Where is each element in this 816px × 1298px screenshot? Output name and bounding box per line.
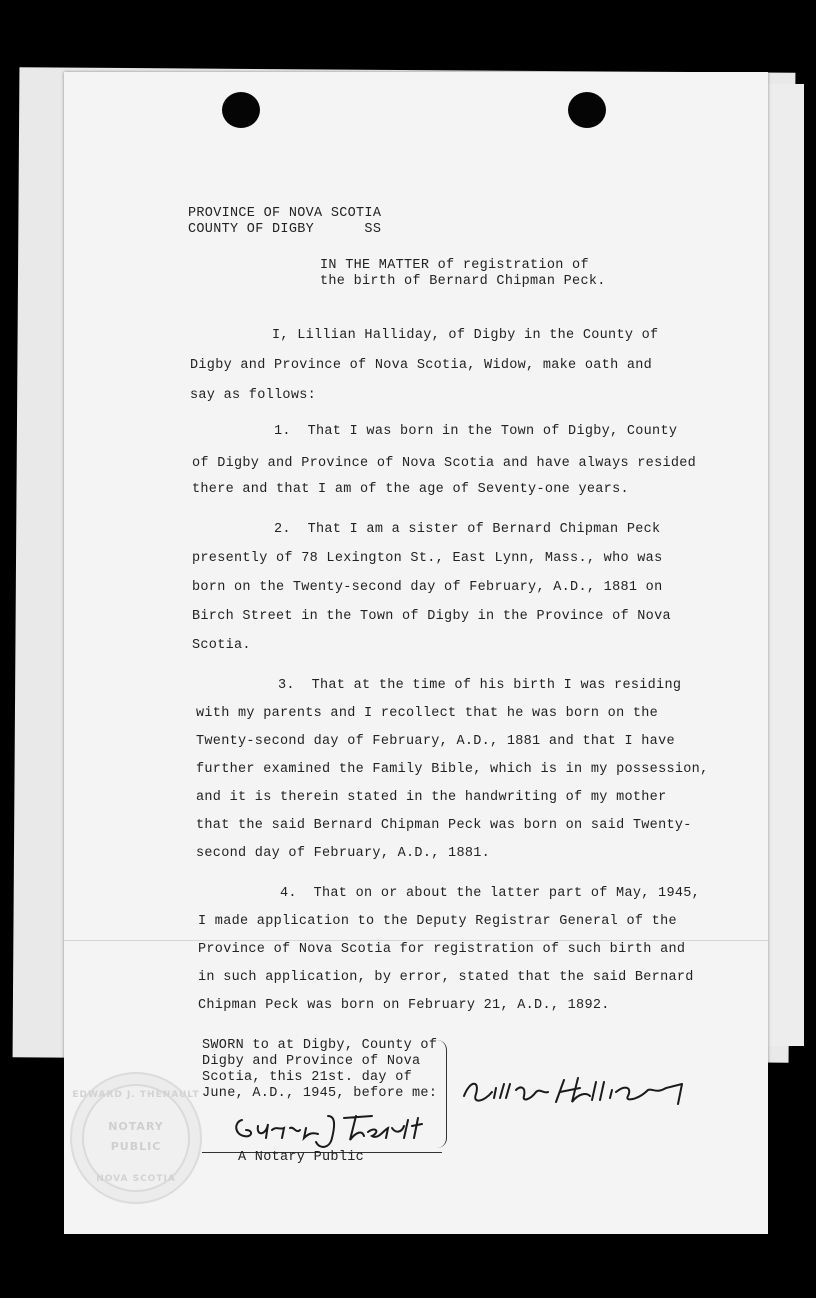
para2-line: born on the Twenty-second day of February, A.D., 1881 on xyxy=(192,580,663,595)
heading-county: COUNTY OF DIGBY SS xyxy=(188,222,382,237)
para4-line: Chipman Peck was born on February 21, A.D., 1892. xyxy=(198,998,610,1013)
seal-ring-text: NOVA SCOTIA xyxy=(96,1174,176,1184)
matter-line: IN THE MATTER of registration of xyxy=(320,258,589,273)
para3-line: with my parents and I recollect that he was born on the xyxy=(196,706,659,721)
seal-center-text: PUBLIC xyxy=(110,1140,162,1153)
jurat-line: Digby and Province of Nova xyxy=(202,1054,421,1069)
punch-hole xyxy=(568,92,606,128)
seal-ring-text: EDWARD J. THENAULT xyxy=(72,1090,200,1100)
seal-center-text: NOTARY xyxy=(108,1120,164,1133)
para4-line: I made application to the Deputy Registrar General of the xyxy=(198,914,677,929)
notary-title: A Notary Public xyxy=(238,1150,365,1165)
intro-line: I, Lillian Halliday, of Digby in the County of xyxy=(272,328,659,343)
notary-signature xyxy=(232,1112,432,1154)
para2-line: 2. That I am a sister of Bernard Chipman Peck xyxy=(274,522,661,537)
jurat-line: June, A.D., 1945, before me: xyxy=(202,1086,438,1101)
notary-seal xyxy=(70,1072,202,1204)
jurat-line: Scotia, this 21st. day of xyxy=(202,1070,413,1085)
para3-line: that the said Bernard Chipman Peck was born on said Twenty- xyxy=(196,818,692,833)
para1-line: 1. That I was born in the Town of Digby, County xyxy=(274,424,678,439)
deponent-signature xyxy=(456,1074,696,1110)
affidavit-page xyxy=(64,72,768,1234)
matter-line: the birth of Bernard Chipman Peck. xyxy=(320,274,606,289)
punch-hole xyxy=(222,92,260,128)
heading-province: PROVINCE OF NOVA SCOTIA xyxy=(188,206,382,221)
para2-line: presently of 78 Lexington St., East Lynn, Mass., who was xyxy=(192,551,663,566)
para3-line: and it is therein stated in the handwriting of my mother xyxy=(196,790,667,805)
para4-line: Province of Nova Scotia for registration of such birth and xyxy=(198,942,686,957)
para1-line: there and that I am of the age of Seventy-one years. xyxy=(192,482,629,497)
jurat-line: SWORN to at Digby, County of xyxy=(202,1038,438,1053)
intro-line: say as follows: xyxy=(190,388,317,403)
para4-line: 4. That on or about the latter part of May, 1945, xyxy=(280,886,701,901)
para3-line: further examined the Family Bible, which is in my possession, xyxy=(196,762,709,777)
para3-line: 3. That at the time of his birth I was residing xyxy=(278,678,682,693)
jurat-brace xyxy=(434,1040,447,1148)
para4-line: in such application, by error, stated that the said Bernard xyxy=(198,970,694,985)
intro-line: Digby and Province of Nova Scotia, Widow, make oath and xyxy=(190,358,653,373)
para2-line: Scotia. xyxy=(192,638,251,653)
para1-line: of Digby and Province of Nova Scotia and have always resided xyxy=(192,456,697,471)
para3-line: Twenty-second day of February, A.D., 1881 and that I have xyxy=(196,734,675,749)
para2-line: Birch Street in the Town of Digby in the Province of Nova xyxy=(192,609,671,624)
para3-line: second day of February, A.D., 1881. xyxy=(196,846,491,861)
fold-line xyxy=(64,940,768,941)
